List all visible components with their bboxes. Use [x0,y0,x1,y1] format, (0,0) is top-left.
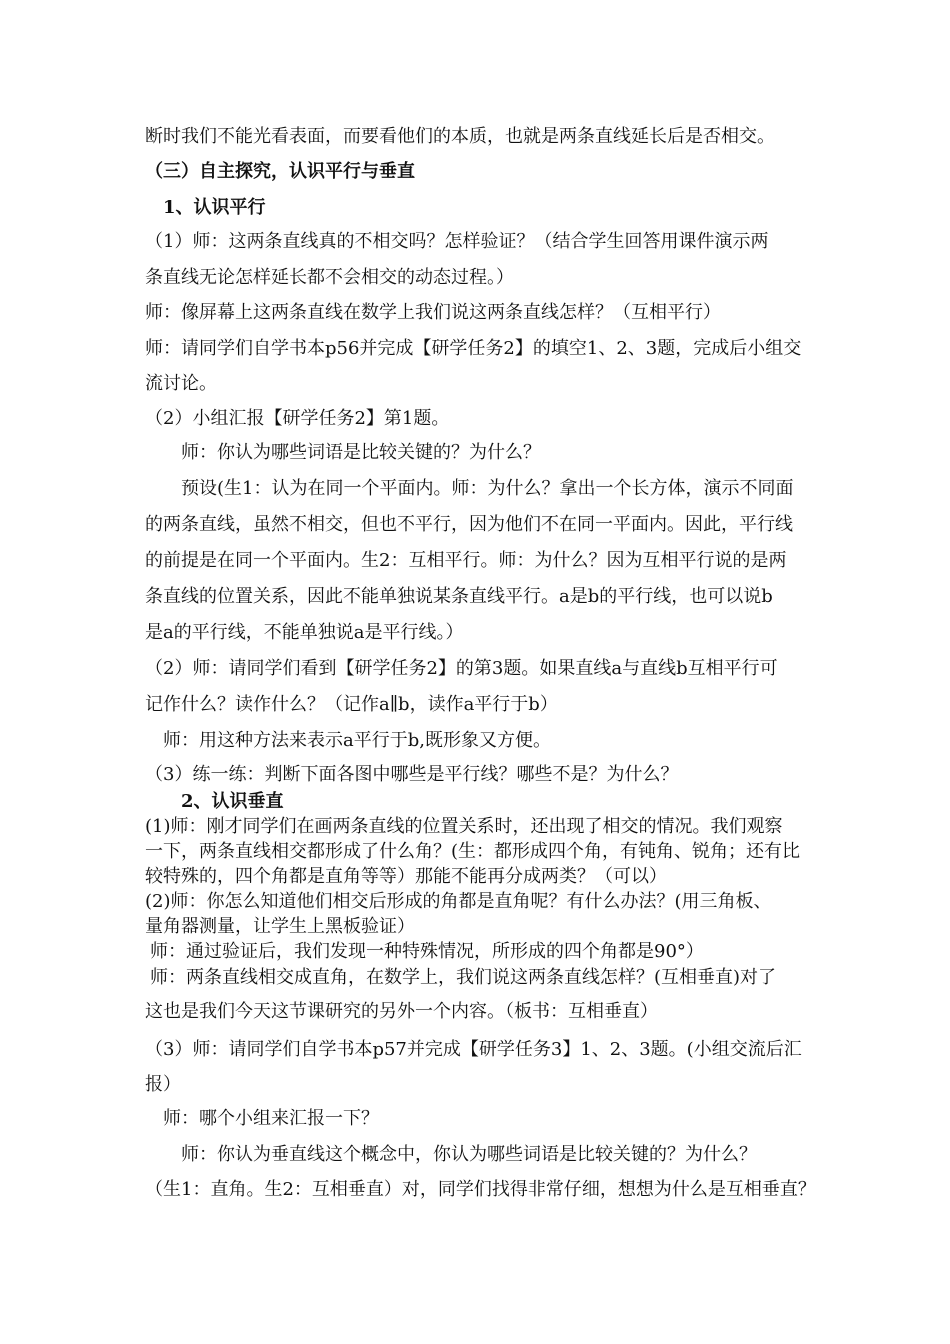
text-line: 条直线的位置关系，因此不能单独说某条直线平行。a是b的平行线，也可以说b [145,586,773,607]
text-line: 师：请同学们自学书本p56并完成【研学任务2】的填空1、2、3题，完成后小组交 [145,338,802,359]
text-line: 断时我们不能光看表面，而要看他们的本质，也就是两条直线延长后是否相交。 [145,126,775,147]
text-line: 报） [145,1074,181,1095]
text-line: 师：哪个小组来汇报一下？ [163,1108,379,1129]
text-line: 量角器测量，让学生上黑板验证） [145,916,415,937]
text-line: 师：通过验证后，我们发现一种特殊情况，所形成的四个角都是90°） [150,941,704,962]
text-line: 的两条直线，虽然不相交，但也不平行，因为他们不在同一平面内。因此，平行线 [145,514,793,535]
section-heading: （三）自主探究，认识平行与垂直 [145,161,415,182]
text-line: 师：两条直线相交成直角，在数学上，我们说这两条直线怎样？(互相垂直)对了 [150,967,777,988]
text-line: （2）师：请同学们看到【研学任务2】的第3题。如果直线a与直线b互相平行可 [145,658,778,679]
text-line: 条直线无论怎样延长都不会相交的动态过程。） [145,267,514,288]
text-line: （3）师：请同学们自学书本p57并完成【研学任务3】1、2、3题。(小组交流后汇 [145,1039,802,1060]
text-line: 的前提是在同一个平面内。生2：互相平行。师：为什么？因为互相平行说的是两 [145,550,787,571]
text-line: 是a的平行线，不能单独说a是平行线。） [145,622,464,643]
text-line: 记作什么？读作什么？（记作a∥b，读作a平行于b） [145,694,558,715]
text-line: 一下，两条直线相交都形成了什么角？(生：都形成四个角，有钝角、锐角；还有比 [145,841,801,862]
text-line: 较特殊的，四个角都是直角等等）那能不能再分成两类？（可以） [145,866,667,887]
subsection-heading: 1、认识平行 [163,197,266,218]
text-line: （3）练一练：判断下面各图中哪些是平行线？哪些不是？为什么？ [145,764,679,785]
text-line: （1）师：这两条直线真的不相交吗？怎样验证？（结合学生回答用课件演示两 [145,231,769,252]
text-line: 师：用这种方法来表示a平行于b,既形象又方便。 [163,730,551,751]
text-line: （2）小组汇报【研学任务2】第1题。 [145,408,450,429]
subsection-heading: 2、认识垂直 [181,791,284,812]
text-line: 流讨论。 [145,373,217,394]
text-line: （生1：直角。生2：互相垂直）对，同学们找得非常仔细，想想为什么是互相垂直？ [145,1179,816,1200]
text-line: 师：你认为哪些词语是比较关键的？为什么？ [181,442,541,463]
text-line: (2)师：你怎么知道他们相交后形成的角都是直角呢？有什么办法？(用三角板、 [145,891,772,912]
text-line: 预设(生1：认为在同一个平面内。师：为什么？拿出一个长方体，演示不同面 [181,478,794,499]
text-line: 师：像屏幕上这两条直线在数学上我们说这两条直线怎样？（互相平行） [145,302,721,323]
text-line: 师：你认为垂直线这个概念中，你认为哪些词语是比较关键的？为什么？ [181,1144,757,1165]
text-line: (1)师：刚才同学们在画两条直线的位置关系时，还出现了相交的情况。我们观察 [145,816,783,837]
text-line: 这也是我们今天这节课研究的另外一个内容。（板书：互相垂直） [145,1001,658,1022]
